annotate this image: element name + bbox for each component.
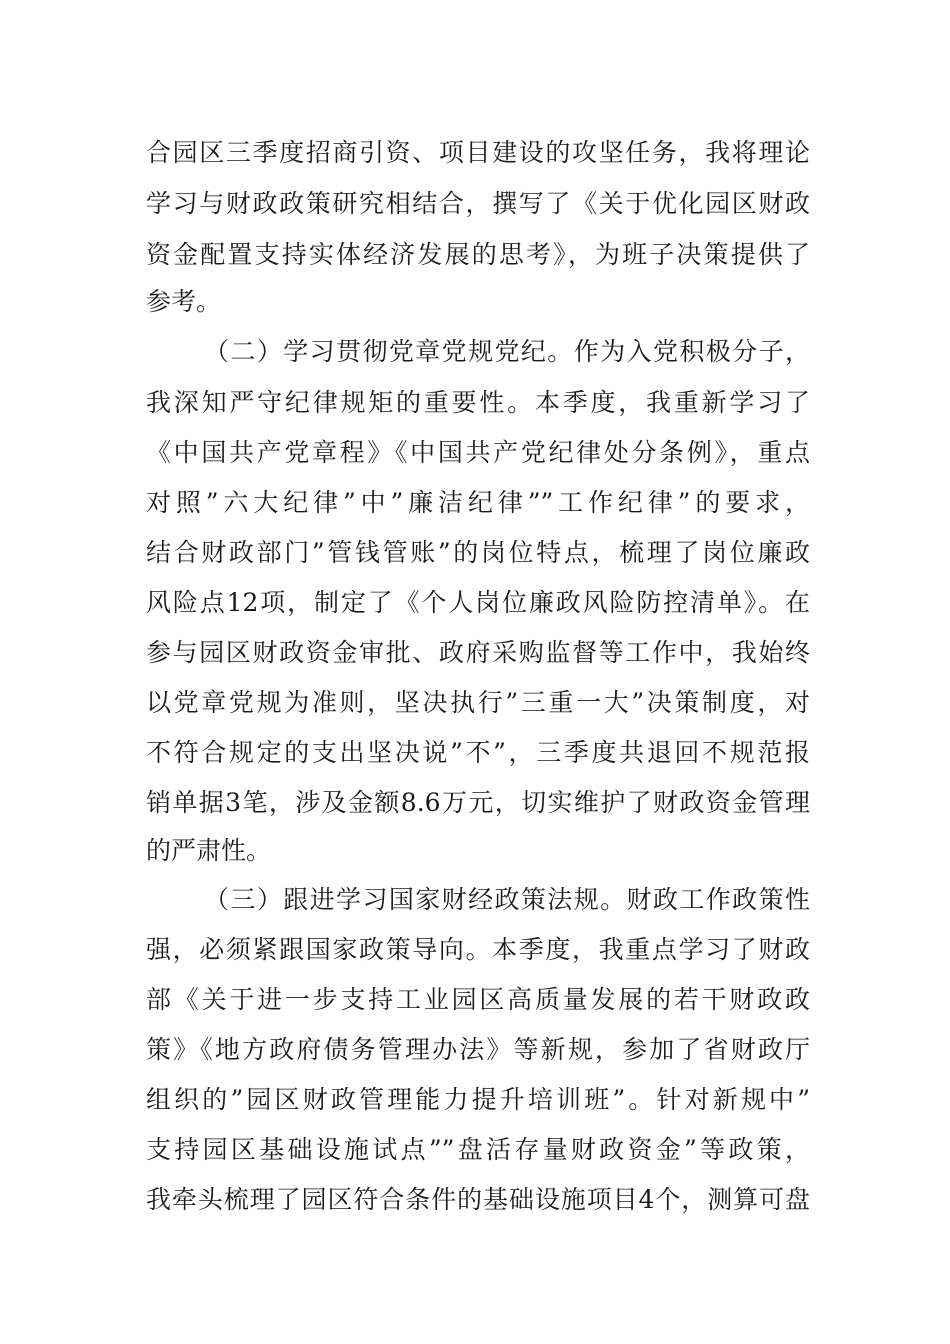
section-heading-line: （三）跟进学习国家财经政策法规。财政工作政策性 <box>204 885 810 914</box>
text-line: 的严肃性。 <box>146 836 272 865</box>
text-line: 以党章党规为准则，坚决执行”三重一大”决策制度，对 <box>146 688 810 717</box>
text-line: 结合财政部门”管钱管账”的岗位特点，梳理了岗位廉政 <box>146 538 810 567</box>
text-line: 合园区三季度招商引资、项目建设的攻坚任务，我将理论 <box>146 138 810 167</box>
text-line: 我深知严守纪律规矩的重要性。本季度，我重新学习了 <box>146 388 810 417</box>
text-line: 组织的”园区财政管理能力提升培训班”。针对新规中” <box>146 1085 810 1114</box>
text-line: 参考。 <box>146 287 222 316</box>
text-line: 我牵头梳理了园区符合条件的基础设施项目4个，测算可盘 <box>146 1185 810 1214</box>
text-line: 资金配置支持实体经济发展的思考》，为班子决策提供了 <box>146 240 810 269</box>
text-line: 学习与财政政策研究相结合，撰写了《关于优化园区财政 <box>146 189 810 218</box>
text-line: 《中国共产党章程》《中国共产党纪律处分条例》，重点 <box>146 438 810 467</box>
section-heading-line: （二）学习贯彻党章党规党纪。作为入党积极分子， <box>204 337 810 366</box>
text-line: 强，必须紧跟国家政策导向。本季度，我重点学习了财政 <box>146 935 810 964</box>
text-line: 部《关于进一步支持工业园区高质量发展的若干财政政 <box>146 985 810 1014</box>
text-line: 销单据3笔，涉及金额8.6万元，切实维护了财政资金管理 <box>146 788 810 817</box>
text-line: 不符合规定的支出坚决说”不”，三季度共退回不规范报 <box>146 738 810 767</box>
text-line: 参与园区财政资金审批、政府采购监督等工作中，我始终 <box>146 638 810 667</box>
text-line: 对照”六大纪律”中”廉洁纪律””工作纪律”的要求， <box>146 488 810 517</box>
text-line: 风险点12项，制定了《个人岗位廉政风险防控清单》。在 <box>146 588 810 617</box>
text-line: 策》《地方政府债务管理办法》等新规，参加了省财政厅 <box>146 1035 810 1064</box>
text-line: 支持园区基础设施试点””盘活存量财政资金”等政策， <box>146 1135 810 1164</box>
